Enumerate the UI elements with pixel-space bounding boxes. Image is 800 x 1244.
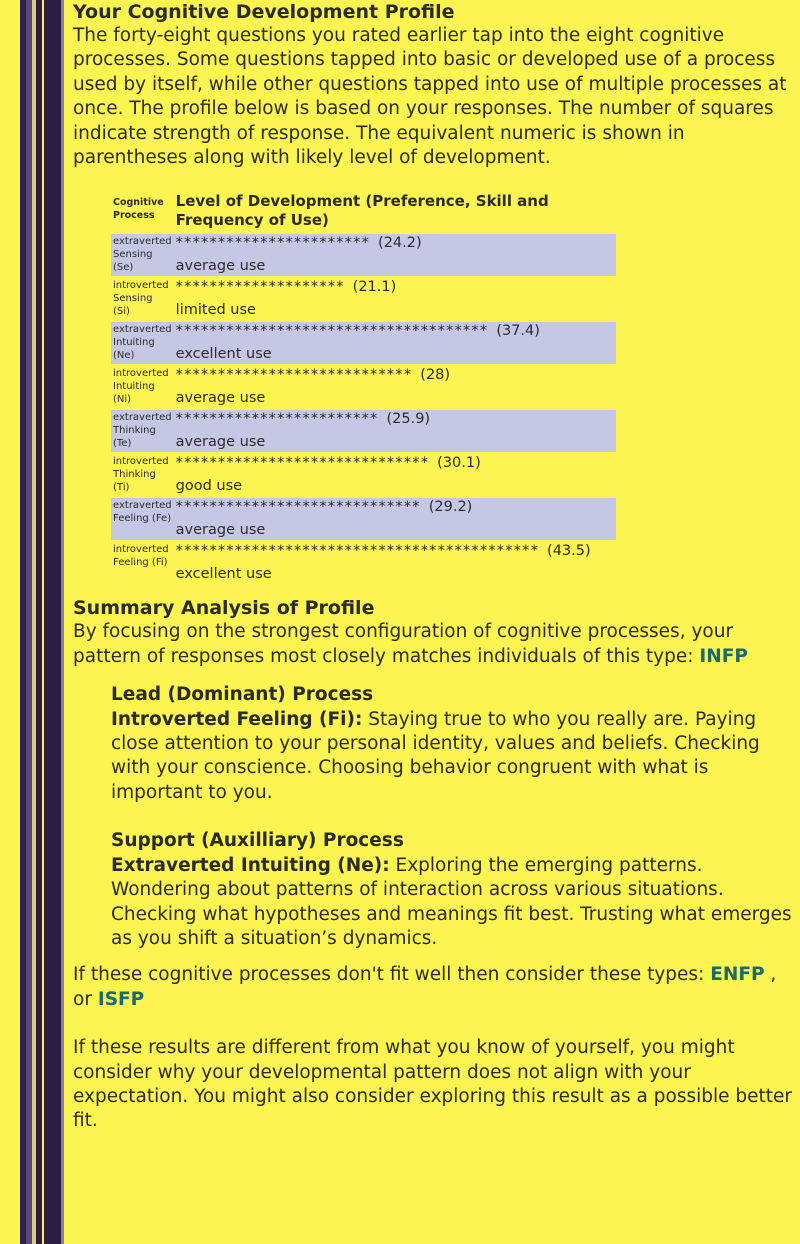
alt-type-1[interactable]: ENFP — [710, 964, 765, 986]
row-level: average use — [175, 258, 266, 275]
lead-heading: Lead (Dominant) Process — [111, 684, 374, 706]
row-value: (30.1) — [437, 455, 481, 472]
closing-text: If these results are different from what you know of yourself, you might consider why your developmental pattern does not align with your expectation. You might also consider exploring this result as a possible better fit. — [73, 1037, 793, 1132]
profile-table — [111, 190, 616, 586]
table-row — [111, 454, 616, 496]
support-process-block — [111, 829, 793, 951]
bar-4 — [36, 0, 42, 1244]
header-level-of-development: Level of Development (Preference, Skill and Frequency of Use) — [175, 192, 549, 230]
row-stars: ******************************************* — [175, 543, 540, 560]
row-value: (25.9) — [386, 411, 431, 428]
row-process: extraverted Sensing (Se) — [111, 234, 174, 276]
row-stars: *********************** — [175, 235, 371, 252]
row-process: extraverted Feeling (Fe) — [111, 498, 174, 540]
lead-process-name: Introverted Feeling (Fi): — [111, 708, 363, 730]
row-level: average use — [175, 390, 266, 407]
row-stars: ******************** — [175, 279, 345, 296]
row-stars: ****************************** — [175, 455, 430, 472]
header-cognitive-process: Cognitive Process — [113, 197, 164, 222]
table-row — [111, 366, 616, 408]
alternatives-text: If these cognitive processes don't fit well then consider these types: ENFP , or ISFP — [73, 964, 777, 1010]
table-row — [111, 322, 616, 364]
row-process: extraverted Intuiting (Ne) — [111, 322, 174, 364]
support-process-name: Extraverted Intuiting (Ne): — [111, 854, 390, 876]
summary-title: Summary Analysis of Profile — [73, 597, 375, 620]
row-level: average use — [175, 434, 266, 451]
table-row — [111, 278, 616, 320]
support-description: Extraverted Intuiting (Ne): Exploring the emerging patterns. Wondering about patterns of interaction across various situations. Checking what hypotheses and meanings fit best. Trusting what emerges as you shift a situation’s dynamics. — [111, 854, 792, 949]
row-value: (28) — [420, 367, 451, 384]
lead-process-block — [111, 683, 793, 805]
table-row — [111, 234, 616, 276]
support-heading: Support (Auxilliary) Process — [111, 830, 404, 852]
table-row — [111, 498, 616, 540]
row-process: introverted Thinking (Ti) — [113, 456, 169, 494]
row-stars: **************************** — [175, 367, 413, 384]
row-process: introverted Feeling (Fi) — [113, 544, 169, 569]
table-row — [111, 410, 616, 452]
row-process: introverted Intuiting (Ni) — [113, 368, 169, 406]
row-value: (29.2) — [428, 499, 473, 516]
alt-type-2[interactable]: ISFP — [97, 988, 145, 1010]
row-value: (37.4) — [496, 323, 540, 340]
row-level: good use — [175, 478, 243, 495]
row-value: (21.1) — [352, 279, 397, 296]
profile-table-header — [111, 192, 616, 232]
lead-description: Introverted Feeling (Fi): Staying true to who you really are. Paying close attention to your personal identity, values and beliefs. Checking with your conscience. Choosing behavior congruent with what is important to you. — [111, 708, 760, 803]
row-level: limited use — [175, 302, 256, 319]
row-level: excellent use — [175, 346, 272, 363]
table-row — [111, 542, 616, 584]
row-level: excellent use — [175, 566, 272, 583]
main-content — [73, 0, 793, 1134]
row-value: (43.5) — [547, 543, 591, 560]
row-stars: ************************************* — [175, 323, 489, 340]
profile-intro: The forty-eight questions you rated earlier tap into the eight cognitive processes. Some questions tapped into basic or developed use of a process used by itself, while other questions tapped into use of multiple processes at once. The profile below is based on your responses. The number of squares indicate strength of response. The equivalent numeric is shown in parentheses along with likely level of development. — [73, 25, 787, 169]
row-stars: ************************ — [175, 411, 379, 428]
profile-title: Your Cognitive Development Profile — [73, 1, 455, 23]
left-decorative-bars — [0, 0, 70, 1244]
bar-5 — [44, 0, 61, 1244]
row-stars: ***************************** — [175, 499, 421, 516]
row-process: extraverted Thinking (Te) — [111, 410, 174, 452]
best-fit-type: INFP — [699, 645, 748, 667]
summary-text: By focusing on the strongest configuration of cognitive processes, your pattern of responses most closely matches individuals of this type: INFP — [73, 621, 748, 667]
row-value: (24.2) — [378, 235, 422, 252]
row-process: introverted Sensing (Si) — [113, 280, 169, 318]
bar-6 — [61, 0, 64, 1244]
row-level: average use — [175, 522, 266, 539]
